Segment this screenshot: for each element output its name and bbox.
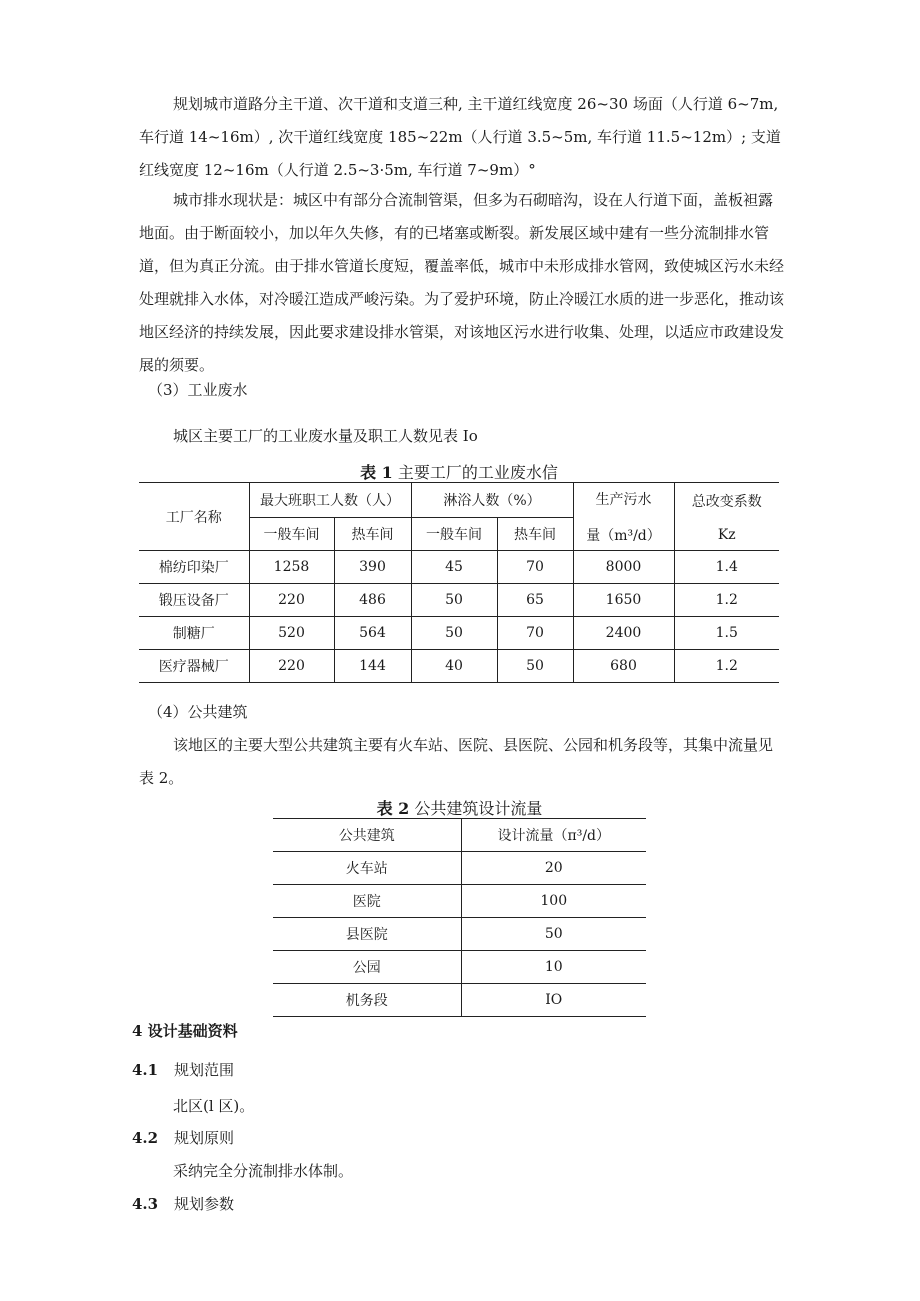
- cell-kz: 1.5: [674, 617, 779, 650]
- design-heading: 4 设计基础资料: [132, 1022, 238, 1040]
- table-row: [273, 951, 646, 984]
- table-2-caption: [273, 796, 646, 819]
- header-general-workshop: 一般车间: [249, 518, 334, 551]
- cell-general: 520: [249, 617, 334, 650]
- table-row: [139, 551, 779, 584]
- table-row: [273, 885, 646, 918]
- header-sewage: [573, 483, 674, 551]
- cell-sewage: 1650: [573, 584, 674, 617]
- cell-hot: 390: [334, 551, 411, 584]
- cell-sewage: 8000: [573, 551, 674, 584]
- cell-shower-hot: 50: [497, 650, 573, 683]
- table-1-caption-prefix: 表 1: [360, 463, 393, 482]
- table-2-caption-text: 公共建筑设计流量: [409, 799, 543, 818]
- section-4-1-title: 规划范围: [174, 1061, 235, 1079]
- section-4-1: [132, 1059, 234, 1080]
- cell-hot: 486: [334, 584, 411, 617]
- cell-shower-hot: 70: [497, 551, 573, 584]
- section-3-intro: 城区主要工厂的工业废水量及职工人数见表 Io: [173, 427, 478, 445]
- table-1-caption: [139, 460, 779, 483]
- cell-shower-hot: 65: [497, 584, 573, 617]
- cell-flow: 20: [461, 852, 646, 885]
- table-row: [139, 617, 779, 650]
- header-kz-line2: Kz: [717, 526, 736, 543]
- cell-building: 医院: [273, 885, 461, 918]
- table-row: [139, 650, 779, 683]
- cell-factory: 医疗器械厂: [139, 650, 249, 683]
- cell-shower-general: 45: [411, 551, 497, 584]
- section-4-2-number: 4.2: [132, 1129, 159, 1147]
- cell-hot: 564: [334, 617, 411, 650]
- header-building: 公共建筑: [273, 819, 461, 852]
- cell-factory: 棉纺印染厂: [139, 551, 249, 584]
- section-4-1-number: 4.1: [132, 1061, 159, 1079]
- header-hot-workshop: 热车间: [334, 518, 411, 551]
- header-flow: 设计流量（π³/d）: [461, 819, 646, 852]
- cell-kz: 1.4: [674, 551, 779, 584]
- cell-building: 机务段: [273, 984, 461, 1017]
- section-4-intro: 该地区的主要大型公共建筑主要有火车站、医院、县医院、公园和机务段等，其集中流量见表 2。: [139, 736, 774, 787]
- section-4-3-number: 4.3: [132, 1195, 159, 1213]
- cell-hot: 144: [334, 650, 411, 683]
- public-building-flow-table: [273, 818, 646, 1017]
- header-shower: 淋浴人数（%）: [411, 483, 573, 518]
- cell-factory: 锻压设备厂: [139, 584, 249, 617]
- section-4-3: [132, 1193, 234, 1214]
- header-shower-hot: 热车间: [497, 518, 573, 551]
- section-4-2-title: 规划原则: [174, 1129, 235, 1147]
- cell-building: 县医院: [273, 918, 461, 951]
- section-4-2-body: 采纳完全分流制排水体制。: [173, 1162, 354, 1180]
- cell-general: 220: [249, 650, 334, 683]
- section-4-heading: （4）公共建筑: [148, 703, 248, 721]
- cell-building: 火车站: [273, 852, 461, 885]
- cell-factory: 制糖厂: [139, 617, 249, 650]
- cell-shower-hot: 70: [497, 617, 573, 650]
- cell-building: 公园: [273, 951, 461, 984]
- cell-shower-general: 40: [411, 650, 497, 683]
- cell-general: 1258: [249, 551, 334, 584]
- cell-shower-general: 50: [411, 617, 497, 650]
- cell-shower-general: 50: [411, 584, 497, 617]
- section-4-2: [132, 1127, 234, 1148]
- table-2-caption-prefix: 表 2: [376, 799, 410, 818]
- cell-sewage: 680: [573, 650, 674, 683]
- table-row: [139, 584, 779, 617]
- cell-sewage: 2400: [573, 617, 674, 650]
- cell-general: 220: [249, 584, 334, 617]
- header-shower-general: 一般车间: [411, 518, 497, 551]
- table-row: [273, 918, 646, 951]
- header-sewage-line2: 量（m³/d）: [586, 527, 661, 544]
- table-row: [273, 852, 646, 885]
- cell-kz: 1.2: [674, 650, 779, 683]
- cell-flow: IO: [461, 984, 646, 1017]
- section-4-1-body: 北区(l 区)。: [173, 1097, 255, 1115]
- cell-kz: 1.2: [674, 584, 779, 617]
- section-3-heading: （3）工业废水: [148, 381, 248, 399]
- header-factory-name: 工厂名称: [139, 483, 249, 551]
- header-max-staff: 最大班职工人数（人）: [249, 483, 411, 518]
- section-4-3-title: 规划参数: [174, 1195, 235, 1213]
- cell-flow: 10: [461, 951, 646, 984]
- table-row: [273, 984, 646, 1017]
- table-1-caption-text: 主要工厂的工业废水信: [392, 463, 558, 482]
- header-kz-line1: 总改变系数: [691, 493, 762, 510]
- header-kz: [674, 483, 779, 551]
- cell-flow: 50: [461, 918, 646, 951]
- cell-flow: 100: [461, 885, 646, 918]
- industrial-wastewater-table: [139, 482, 779, 683]
- roads-paragraph: 规划城市道路分主干道、次干道和支道三种, 主干道红线宽度 26~30 场面（人行道 6~7m, 车行道 14~16m）, 次干道红线宽度 185~22m（人行道 3.5~5m, 车行道 11.5~12m）; 支道红线宽度 12~16m（人行道 2.5~3·5m, 车行道 7~9m）°: [139, 95, 781, 179]
- drainage-paragraph: 城市排水现状是：城区中有部分合流制管渠，但多为石砌暗沟，设在人行道下面，盖板袒露地面。由于断面较小，加以年久失修，有的已堵塞或断裂。新发展区域中建有一些分流制排水管道，但为真正分流。由于排水管道长度短，覆盖率低，城市中未形成排水管网，致使城区污水未经处理就排入水体，对冷暖江造成严峻污染。为了爱护环境，防止冷暖江水质的进一步恶化，推动该地区经济的持续发展，因此要求建设排水管渠，对该地区污水进行收集、处理，以适应市政建设发展的须要。: [139, 191, 785, 374]
- header-sewage-line1: 生产污水: [595, 491, 652, 508]
